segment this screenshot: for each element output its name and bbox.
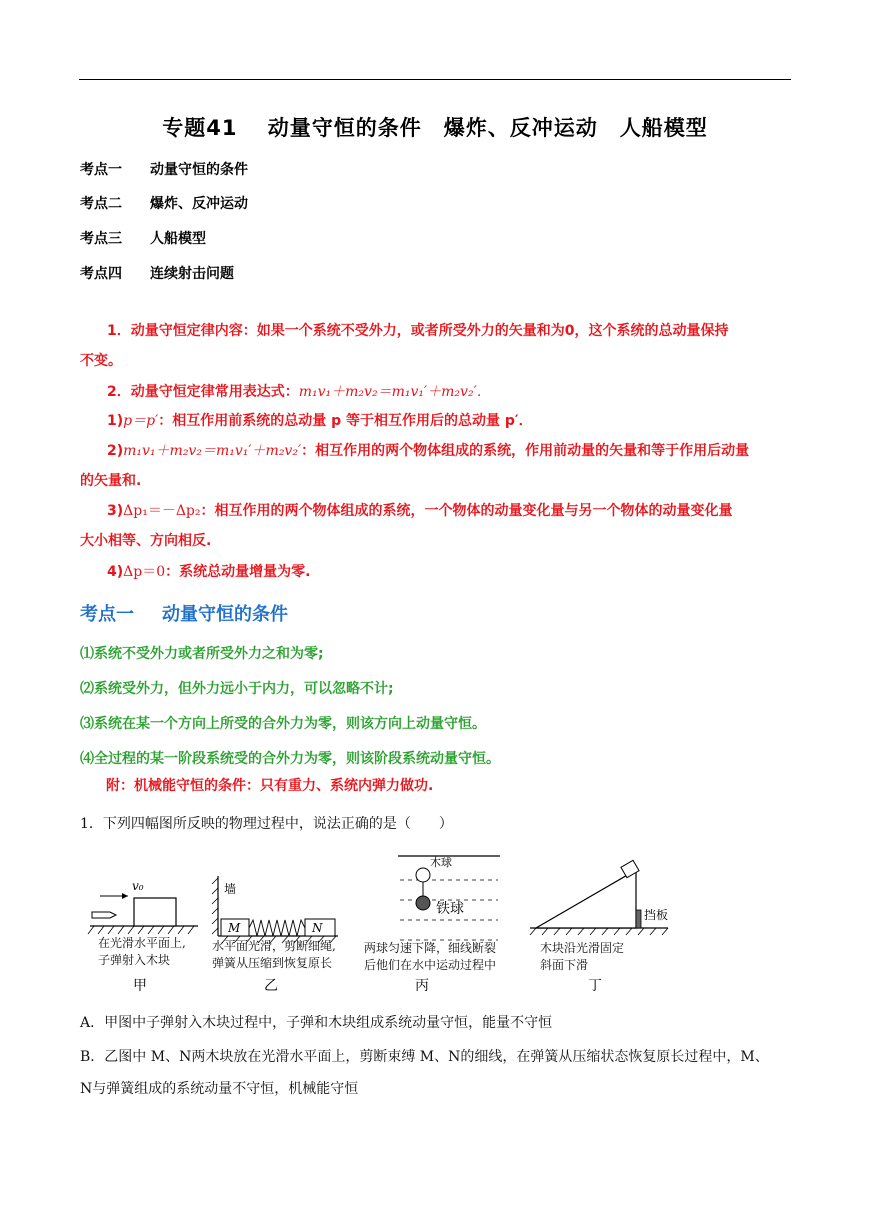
summary-p6-text: ：系统总动量增量为零. [165,564,311,580]
summary-p6-pre: 4) [107,564,124,580]
option-a: A．甲图中子弹射入木块过程中，子弹和木块组成系统动量守恒，能量不守恒 [80,1015,553,1031]
summary-p1: 1．动量守恒定律内容：如果一个系统不受外力，或者所受外力的矢量和为0，这个系统的总动量保持 [107,323,729,339]
stop-label: 挡板 [644,908,669,922]
condition-item-4: ⑷全过程的某一阶段系统受的合外力为零，则该阶段系统动量守恒。 [80,751,500,767]
kaodian-label: 考点二 [80,196,122,212]
summary-p6-formula: Δp＝0 [123,564,166,580]
figure-yi-label: 乙 [264,978,278,994]
summary-p4b: 的矢量和. [80,473,142,489]
page-title: 专题41 动量守恒的条件 爆炸、反冲运动 人船模型 [162,116,708,140]
header-rule [79,79,791,80]
wood-ball [416,868,430,882]
section-heading [80,600,288,626]
wall-label: 墙 [224,882,237,896]
figure-yi-caption [212,938,336,972]
summary-p6 [80,561,792,583]
figure-ding-caption [540,940,624,974]
kaodian-item-3 [80,228,206,248]
incline [536,870,636,928]
kaodian-text: 爆炸、反冲运动 [150,196,248,212]
figure-ding [530,860,668,935]
question-stem: 1．下列四幅图所反映的物理过程中，说法正确的是（ ） [80,816,453,832]
summary-p5 [80,500,792,522]
section-title: 动量守恒的条件 [162,604,288,625]
kaodian-text: 连续射击问题 [150,266,234,282]
summary-p3 [80,410,792,432]
figure-jia-caption [98,935,186,969]
summary-p3-text: ：相互作用前系统的总动量 p 等于相互作用后的总动量 p′． [158,413,533,429]
kaodian-text: 人船模型 [150,231,206,247]
figure-bing-caption [364,940,496,974]
kaodian-label: 考点四 [80,266,122,282]
condition-item-1: ⑴系统不受外力或者所受外力之和为零; [80,646,324,662]
summary-p4-formula: m₁v₁＋m₂v₂＝m₁v₁′＋m₂v₂′ [123,443,302,459]
caption-line: 后他们在水中运动过程中 [364,958,497,972]
kaodian-label: 考点一 [80,162,122,178]
figure-jia-label: 甲 [133,978,147,994]
wood-block [134,898,176,926]
mechanical-energy-note: 附：机械能守恒的条件：只有重力、系统内弹力做功. [106,778,434,794]
caption-line: 两球匀速下降，细线断裂 [364,941,497,955]
summary-p5-text: ：相互作用的两个物体组成的系统，一个物体的动量变化量与另一个物体的动量变化量 [200,503,733,519]
caption-line: 弹簧从压缩到恢复原长 [212,956,333,970]
option-b-line1: B．乙图中 M、N两木块放在光滑水平面上，剪断束缚 M、N的细线，在弹簧从压缩状态恢复原长过程中，M、 [80,1049,769,1065]
kaodian-item-1 [80,159,248,179]
summary-p2-formula: m₁v₁＋m₂v₂＝m₁v₁′＋m₂v₂′． [298,384,491,400]
kaodian-text: 动量守恒的条件 [150,162,248,178]
summary-p2 [80,381,792,403]
bullet-icon [92,912,116,918]
n-label: N [312,921,323,935]
figure-jia [88,879,198,934]
v0-label: v₀ [132,879,144,893]
section-label: 考点一 [80,604,134,625]
kaodian-label: 考点三 [80,231,122,247]
summary-p4 [80,440,792,462]
kaodian-item-4 [80,263,234,283]
summary-p5-pre: 3) [107,503,124,519]
figure-ding-label: 丁 [588,978,602,994]
figure-bing-label: 丙 [415,978,429,994]
caption-line: 在光滑水平面上, [98,936,186,950]
summary-p3-pre: 1) [107,413,124,429]
spring [249,920,305,936]
summary-p3-formula: p＝p′ [123,413,159,429]
stop-board [636,910,641,928]
caption-line: 斜面下滑 [540,958,589,972]
caption-line: 子弹射入木块 [98,953,171,967]
summary-p1b: 不变。 [80,353,122,369]
summary-p4-text: ：相互作用的两个物体组成的系统，作用前动量的矢量和等于作用后动量 [301,443,750,459]
summary-p4-pre: 2) [107,443,124,459]
condition-item-3: ⑶系统在某一个方向上所受的合外力为零，则该方向上动量守恒。 [80,716,486,732]
summary-p5b: 大小相等、方向相反. [80,533,212,549]
figure-yi [212,876,338,943]
option-b-line2: N与弹簧组成的系统动量不守恒，机械能守恒 [80,1081,359,1097]
summary-p2-pre: 2．动量守恒定律常用表达式： [107,384,299,400]
wood-ball-label: 木球 [430,856,452,869]
summary-p5-formula: Δp₁＝－Δp₂ [123,503,201,519]
caption-line: 木块沿光滑固定 [540,941,625,955]
iron-ball [416,896,430,910]
figure-bing [398,855,500,940]
caption-line: 水平面光滑，剪断细绳, [212,939,336,953]
iron-ball-label: 铁球 [436,901,464,917]
condition-item-2: ⑵系统受外力，但外力远小于内力，可以忽略不计; [80,681,394,697]
m-label: M [228,921,241,935]
kaodian-item-2 [80,193,248,213]
